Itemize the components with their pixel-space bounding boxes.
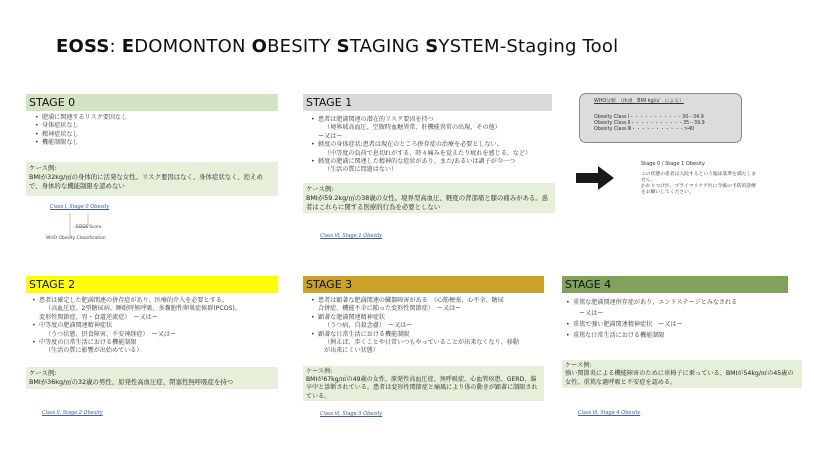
list-item: • 患者は確定した肥満関連の併存症があり、医療的介入を必要とする。	[31, 297, 241, 305]
list-item: • 中等度の肥満関連精神症状	[31, 322, 241, 330]
stage1-header: STAGE 1	[303, 94, 552, 111]
list-item: • 重篤な日常生活における機能制限	[565, 330, 737, 341]
stage2-list	[31, 297, 241, 356]
stage3-list	[310, 297, 519, 356]
stage0-list	[34, 114, 127, 148]
list-item: （境界域高血圧、空腹時血糖異常、肝機能異常の出現、その他）	[324, 124, 501, 132]
list-item: • 身体症状なし	[34, 122, 127, 130]
list-item: 変形性関節症、胃・食道逆流症） ー又はー	[39, 313, 158, 321]
side-line: せん。	[641, 178, 656, 183]
list-item: （生活の質に影響が出始めている）	[45, 347, 143, 355]
list-item: が出来にくい状態）	[324, 347, 379, 355]
stage2-case: ケース例: BMIが36kg/㎡の32歳の男性、原発性高血圧症、閉塞性無呼吸症を持つ	[26, 367, 278, 389]
stage4-header: STAGE 4	[562, 276, 788, 293]
page-title: EOSS: EDOMONTON OBESITY STAGING SYSTEM-Staging Tool	[56, 36, 619, 57]
stage4-list	[565, 297, 737, 341]
stage2-header: STAGE 2	[26, 276, 278, 293]
list-item: 合併症、機能不全に陥った変形性関節症） ー又はー	[318, 305, 462, 313]
list-item: • 肥満に関連するリスク要因なし	[34, 114, 127, 122]
list-item: （うつ病、自殺念慮） ー又はー	[324, 322, 413, 330]
list-item: • 軽度の身体症状:患者は現在のところ併存症の治療を必要としない。	[310, 141, 531, 149]
who-row: Obesity Class Ⅲ・・・・・・・・・・・>40	[594, 127, 695, 132]
stage2-link[interactable]: Class II, Stage 2 Obesity	[42, 410, 103, 416]
stage3-header: STAGE 3	[303, 276, 544, 293]
list-item: • 患者は顕著な肥満関連の臓器障害がある （心筋梗塞、心不全、糖尿	[310, 297, 519, 305]
stage0-link[interactable]: Class I, Stage 0 Obesity	[50, 204, 110, 210]
stage1-list	[310, 116, 531, 175]
list-item: • 中等度の日常生活における機能制限	[31, 339, 241, 347]
who-row: Obesity Class Ⅱ・・・・・・・・・・・35ー39.9	[594, 121, 705, 126]
who-row: Obesity Class Ⅰ・・・・・・・・・・・30ー34.9	[594, 115, 704, 120]
list-item: • 精神症状なし	[34, 131, 127, 139]
list-item: • 重篤な肥満関連併存症があり、エンドステージとみなされる	[565, 297, 737, 308]
stage0-annot-score: EOSS Score	[76, 225, 102, 230]
list-item: ー又はー	[579, 310, 604, 317]
stage0-header: STAGE 0	[26, 94, 278, 111]
list-item: • 顕著な肥満関連精神症状	[310, 314, 519, 322]
side-line: をお願いしてください。	[641, 190, 694, 195]
stage4-link[interactable]: Class III, Stage 4 Obesity	[578, 410, 641, 416]
arrow-right-icon	[576, 166, 616, 190]
list-item: （生活の質に問題はない）	[324, 166, 398, 174]
stage4-case: ケース例: 強い関節炎による機能障害のために車椅子に乗っている、BMIが54kg/㎡の45歳の女性。重篤な過呼吸と不安症を認める。	[562, 360, 802, 388]
side-title: Stage 0 / Stage 1 Obesity	[641, 161, 705, 167]
stage1-link[interactable]: Class III, Stage 1 Obesity	[320, 233, 383, 239]
stage0-annot-who: WHO Obesity Classification	[46, 236, 106, 241]
list-item: • 顕著な日常生活における機能制限	[310, 331, 519, 339]
list-item: （うつ状態、摂食障害、不安神経症） ー又はー	[45, 330, 177, 338]
side-line: この状態の患者は入院するという臨床基準を満たしま	[641, 172, 757, 177]
list-item: （高血圧症、2型糖尿病、睡眠時無呼吸、多嚢胞性卵巣症候群(PCOS)、	[45, 305, 241, 313]
who-title: WHO分類 （体重 BMI kg/㎡ による）	[594, 99, 684, 104]
stage0-case: ケース例: BMIが32kg/㎡の身体的に活発な女性。リスク要因はなく、身体症状なく、控えめで、身体的な機能制限を認めない	[26, 162, 278, 196]
list-item: • 患者は肥満関連の潜在的リスク要因を持つ	[310, 116, 531, 124]
side-line: かかりつけ医、プライマリケア医に今後の予防的診療	[641, 184, 756, 189]
stage1-case: ケース例: BMIが59.2kg/㎡の38歳の女性。境界型高血圧、軽度の背部痛と膝の痛みがある。患者はこれらに関する医療的行為を必要としない	[303, 183, 555, 213]
stage3-case: ケース例: BMIが67kg/㎡の49歳の女性、原発性高血圧症、無呼吸症、心血管疾患、GERD、脳卒中と診断されている。患者は変形性関節症と痛風により体の動きが顕著に制限されている。	[303, 366, 544, 401]
list-item: （中等度の負荷で息切れがする、時々痛みを覚えたり疲れを感じる、など）	[324, 149, 532, 157]
list-item: • 重篤で強い肥満関連精神症状 ー又はー	[565, 319, 737, 330]
list-item: • 機能制限なし	[34, 139, 127, 147]
list-item: • 軽度の肥満に関連した精神的な症状があり、また/あるいは調子が今一つ	[310, 158, 531, 166]
list-item: （例えば、歩くことや日常いつもやっていることが出来なくなり、移動	[324, 339, 519, 347]
stage3-link[interactable]: Class III, Stage 3 Obesity	[320, 411, 383, 417]
list-item: ー又はー	[318, 132, 343, 140]
